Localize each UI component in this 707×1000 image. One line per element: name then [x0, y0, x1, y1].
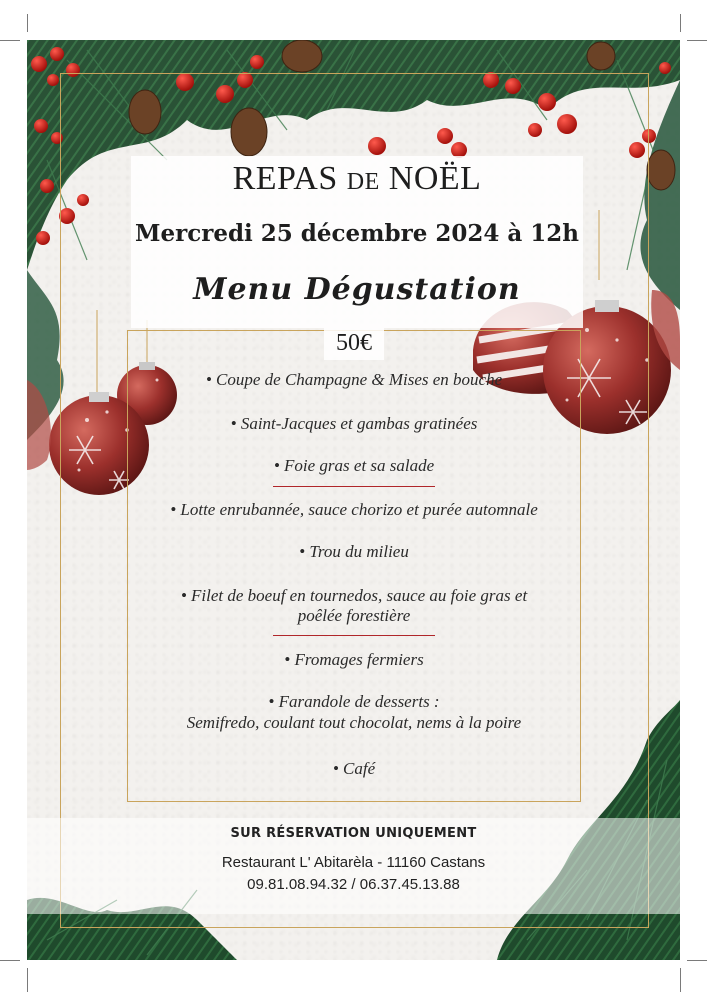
title-word: NOËL — [388, 160, 482, 197]
title-word: DE — [346, 169, 380, 195]
crop-mark — [27, 14, 28, 32]
menu-flyer — [27, 40, 680, 960]
course-item: • Foie gras et sa salade — [273, 456, 435, 475]
course-item: Semifredo, coulant tout chocolat, nems à la poire — [186, 713, 522, 732]
crop-mark — [0, 40, 20, 41]
red-divider — [273, 486, 435, 487]
course-item: • Coupe de Champagne & Mises en bouche — [205, 370, 503, 389]
crop-mark — [680, 968, 681, 992]
course-item: • Saint-Jacques et gambas gratinées — [230, 414, 478, 433]
event-date: Mercredi 25 décembre 2024 à 12h — [135, 220, 579, 247]
page-title — [131, 160, 583, 198]
crop-mark — [0, 960, 20, 961]
crop-mark — [680, 14, 681, 32]
crop-mark — [687, 40, 707, 41]
crop-mark — [27, 968, 28, 992]
course-item: • Trou du milieu — [299, 542, 409, 561]
restaurant-address: Restaurant L' Abitarèla - 11160 Castans — [221, 854, 486, 871]
phone-numbers: 09.81.08.94.32 / 06.37.45.13.88 — [247, 876, 460, 893]
menu-title: Menu Dégustation — [193, 272, 521, 307]
course-item: • Café — [332, 759, 376, 778]
title-word: REPAS — [232, 160, 338, 197]
reservation-notice: SUR RÉSERVATION UNIQUEMENT — [230, 826, 477, 841]
course-item: • Lotte enrubannée, sauce chorizo et purée automnale — [170, 500, 538, 519]
course-item: • Filet de boeuf en tournedos, sauce au foie gras et — [180, 586, 528, 605]
course-item: • Fromages fermiers — [284, 650, 424, 669]
course-item: • Farandole de desserts : — [268, 692, 440, 711]
menu-price: 50€ — [336, 330, 372, 356]
red-divider — [273, 635, 435, 636]
course-item: poêlée forestière — [297, 606, 411, 625]
crop-mark — [687, 960, 707, 961]
